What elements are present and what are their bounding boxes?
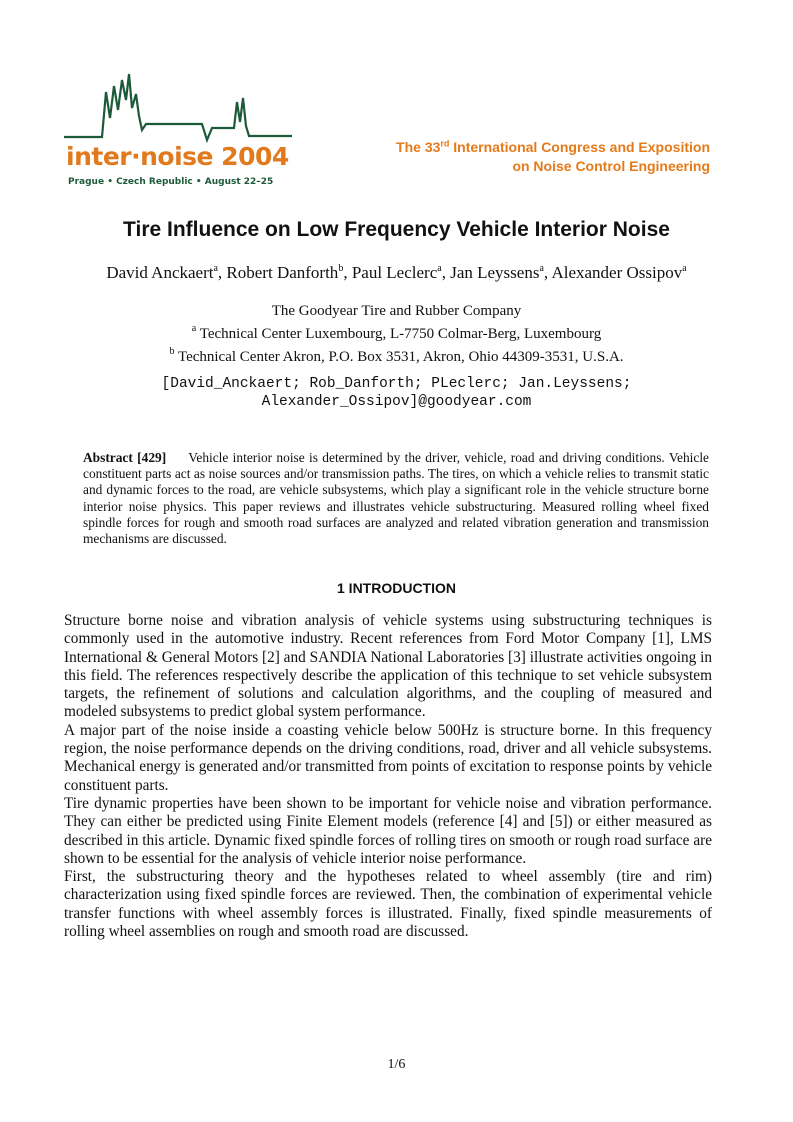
paragraph: Tire dynamic properties have been shown to be important for vehicle noise and vibration performance. They can either be predicted using Finite Element models (reference [4] and [5]) or either measured as described in this article. Dynamic fixed spindle forces of rolling tires on smooth or rough road surface are shown to be essential for the analysis of vehicle interior noise performance. (64, 794, 712, 867)
conference-logo (62, 70, 294, 192)
company-name: The Goodyear Tire and Rubber Company (271, 303, 522, 319)
congress-header (396, 138, 710, 176)
abstract-text: Vehicle interior noise is determined by the driver, vehicle, road and driving conditions. Vehicle constituent parts act as noise sources and/or transmission paths. The tires, on which a vehicle relies to transmit static and dynamic forces to the road, are vehicle subsystems, which play a significant role in the vehicle structure borne interior noise physics. This paper reviews and illustrates vehicle substructuring. Measured rolling wheel fixed spindle forces for rough and smooth road surfaces are analyzed and related vibration generation and transmission mechanisms are discussed. (83, 450, 709, 547)
author-affiliation-mark: a (682, 263, 687, 274)
paragraph: Structure borne noise and vibration analysis of vehicle systems using substructuring techniques is commonly used in the automotive industry. Recent references from Ford Motor Company [1], LMS International & General Motors [2] and SANDIA National Laboratories [3] illustrate activities ongoing in this field. The references respectively describe the application of this technique to set vehicle subsystem targets, the refinement of solutions and calculation algorithms, and the coupling of measured and modeled subsystems to predict global system performance. (64, 612, 712, 721)
author-name: Jan Leyssens (450, 263, 540, 282)
congress-line-1: The 33rd International Congress and Exposition (396, 138, 710, 155)
congress-line-2: on Noise Control Engineering (512, 158, 710, 174)
author-name: Alexander Ossipov (551, 263, 683, 282)
affiliation-a: $^a$ Technical Center Luxembourg, L-7750 Colmar-Berg, Luxembourg (191, 323, 602, 342)
author-list: David Anckaert$^a$, Robert Danforth$^b$, Paul Leclerc$^a$, Jan Leyssens$^a$, Alexander Ossipov$^a$ (106, 263, 687, 282)
paragraph: First, the substructuring theory and the hypotheses related to wheel assembly (tire and rim) characterization using fixed spindle forces are reviewed. Then, the combination of experimental vehicle transfer functions with wheel assembly forces is illustrated. Finally, fixed spindle measurements of rolling wheel assemblies on rough and smooth road are discussed. (64, 868, 712, 941)
logo-subline: Prague • Czech Republic • August 22–25 (68, 177, 274, 187)
email-line-2: Alexander_Ossipov]@goodyear.com (261, 394, 532, 410)
paragraph: A major part of the noise inside a coasting vehicle below 500Hz is structure borne. In this frequency region, the noise performance depends on the driving conditions, road, driver and all vehicle subsystems. Mechanical energy is generated and/or transmitted from points of excitation to response points by vehicle constituent parts. (64, 721, 712, 794)
author-affiliation-mark: a (213, 263, 218, 274)
page-number: 1/6 (387, 1057, 406, 1072)
paper-title: Tire Influence on Low Frequency Vehicle Interior Noise (123, 218, 670, 241)
logo-wordmark: inter·noise 2004 (66, 142, 289, 171)
abstract-label: Abstract [429] (83, 450, 167, 465)
affiliation-b: $^b$ Technical Center Akron, P.O. Box 3531, Akron, Ohio 44309-3531, U.S.A. (169, 346, 624, 365)
author-affiliation-mark: b (338, 263, 344, 274)
author-name: Paul Leclerc (351, 263, 438, 282)
author-name: David Anckaert (106, 263, 214, 282)
author-affiliation-mark: a (437, 263, 442, 274)
section-body (64, 612, 712, 941)
author-emails (0, 375, 793, 411)
abstract (83, 450, 709, 547)
skyline-graphic (62, 70, 294, 148)
author-name: Robert Danforth (226, 263, 339, 282)
section-heading: 1 INTRODUCTION (337, 580, 456, 596)
author-affiliation-mark: a (539, 263, 544, 274)
email-line-1: [David_Anckaert; Rob_Danforth; PLeclerc; Jan.Leyssens; (161, 376, 632, 392)
